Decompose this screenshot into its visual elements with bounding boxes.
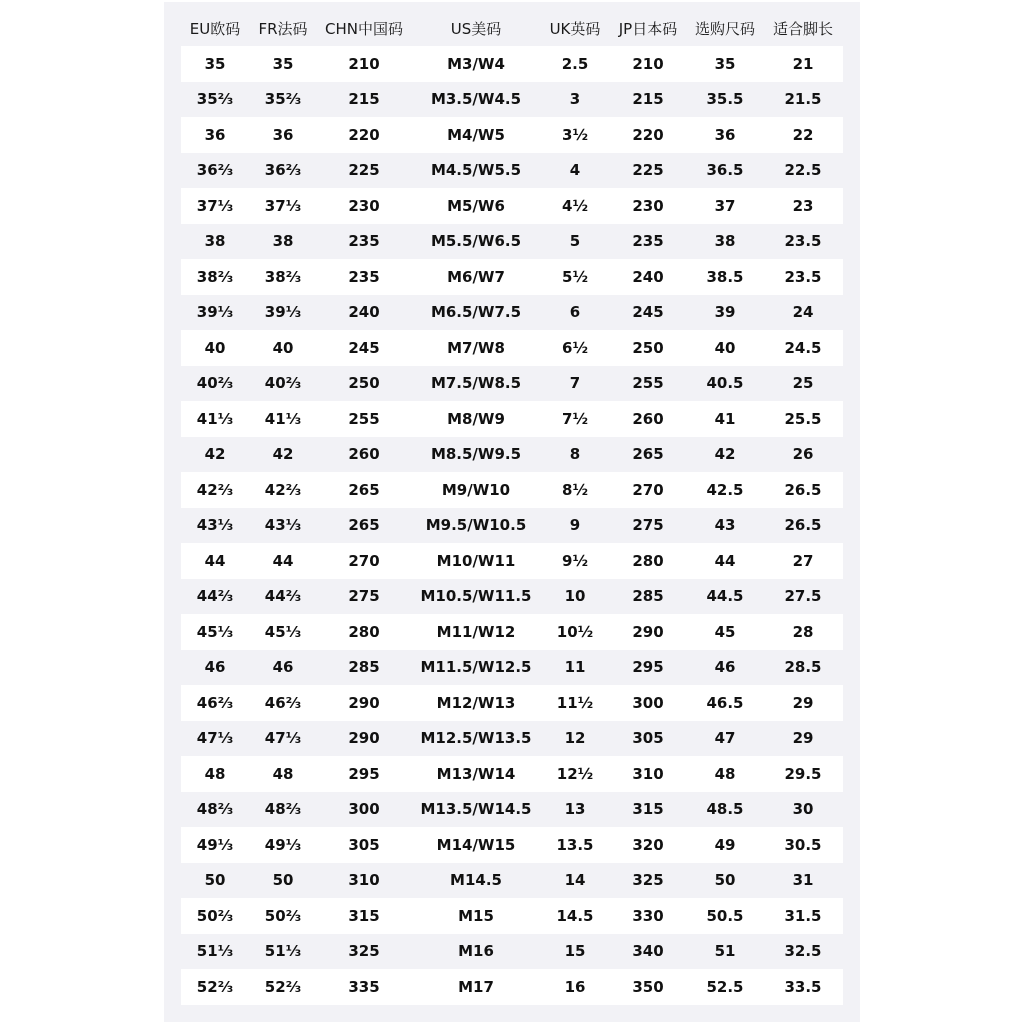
cell-chn: 280 [317,614,411,650]
cell-us: M12/W13 [411,685,541,721]
cell-selected-size: 49 [687,827,763,863]
cell-foot-length: 27 [763,543,843,579]
cell-selected-size: 48 [687,756,763,792]
cell-us: M10/W11 [411,543,541,579]
cell-uk: 5 [541,224,609,260]
cell-fr: 38⅔ [249,259,317,295]
size-chart-panel [164,2,860,1022]
cell-jp: 220 [609,117,687,153]
cell-selected-size: 37 [687,188,763,224]
cell-eu: 35 [181,46,249,82]
cell-jp: 210 [609,46,687,82]
cell-us: M12.5/W13.5 [411,721,541,757]
header-eu: EU欧码 [189,20,241,38]
cell-selected-size: 50.5 [687,898,763,934]
cell-fr: 35 [249,46,317,82]
cell-us: M5.5/W6.5 [411,224,541,260]
table-body [181,46,843,1005]
cell-fr: 37⅓ [249,188,317,224]
header-fr: FR法码 [258,20,308,38]
cell-eu: 43⅓ [181,508,249,544]
cell-foot-length: 29.5 [763,756,843,792]
cell-selected-size: 44.5 [687,579,763,615]
cell-foot-length: 26.5 [763,508,843,544]
cell-selected-size: 42 [687,437,763,473]
cell-us: M14/W15 [411,827,541,863]
cell-foot-length: 26.5 [763,472,843,508]
cell-fr: 45⅓ [249,614,317,650]
cell-chn: 270 [317,543,411,579]
cell-foot-length: 27.5 [763,579,843,615]
header-jp: JP日本码 [618,20,678,38]
cell-eu: 42 [181,437,249,473]
cell-selected-size: 47 [687,721,763,757]
cell-jp: 320 [609,827,687,863]
cell-foot-length: 22 [763,117,843,153]
cell-fr: 41⅓ [249,401,317,437]
cell-foot-length: 31.5 [763,898,843,934]
cell-us: M9/W10 [411,472,541,508]
cell-jp: 250 [609,330,687,366]
cell-chn: 265 [317,508,411,544]
cell-jp: 225 [609,153,687,189]
cell-selected-size: 44 [687,543,763,579]
cell-fr: 36 [249,117,317,153]
cell-jp: 255 [609,366,687,402]
cell-chn: 235 [317,259,411,295]
cell-fr: 39⅓ [249,295,317,331]
cell-foot-length: 28.5 [763,650,843,686]
cell-chn: 300 [317,792,411,828]
cell-eu: 36 [181,117,249,153]
cell-fr: 44⅔ [249,579,317,615]
cell-uk: 14 [541,863,609,899]
cell-jp: 275 [609,508,687,544]
table-row [181,721,843,757]
cell-us: M5/W6 [411,188,541,224]
cell-jp: 270 [609,472,687,508]
cell-eu: 48 [181,756,249,792]
cell-eu: 46 [181,650,249,686]
cell-fr: 38 [249,224,317,260]
cell-chn: 225 [317,153,411,189]
cell-us: M13/W14 [411,756,541,792]
header-selected-size: 选购尺码 [694,20,755,38]
header-us: US美码 [450,20,502,38]
cell-uk: 13.5 [541,827,609,863]
table-row [181,259,843,295]
shoe-size-conversion-table [181,11,843,1005]
cell-chn: 295 [317,756,411,792]
cell-us: M3.5/W4.5 [411,82,541,118]
cell-jp: 265 [609,437,687,473]
table-row [181,650,843,686]
cell-selected-size: 40 [687,330,763,366]
table-header-row [181,11,843,46]
cell-selected-size: 36.5 [687,153,763,189]
cell-chn: 285 [317,650,411,686]
cell-eu: 39⅓ [181,295,249,331]
cell-fr: 48 [249,756,317,792]
cell-selected-size: 41 [687,401,763,437]
header-foot-length: 适合脚长 [772,20,833,38]
table-row [181,437,843,473]
cell-eu: 36⅔ [181,153,249,189]
cell-foot-length: 21.5 [763,82,843,118]
table-row [181,401,843,437]
cell-eu: 49⅓ [181,827,249,863]
cell-chn: 290 [317,721,411,757]
cell-eu: 44⅔ [181,579,249,615]
cell-fr: 35⅔ [249,82,317,118]
table-row [181,898,843,934]
cell-uk: 9 [541,508,609,544]
cell-uk: 15 [541,934,609,970]
cell-chn: 210 [317,46,411,82]
cell-chn: 265 [317,472,411,508]
cell-eu: 52⅔ [181,969,249,1005]
cell-chn: 310 [317,863,411,899]
cell-jp: 295 [609,650,687,686]
cell-selected-size: 45 [687,614,763,650]
cell-uk: 6½ [541,330,609,366]
cell-eu: 38⅔ [181,259,249,295]
cell-chn: 335 [317,969,411,1005]
cell-fr: 46⅔ [249,685,317,721]
cell-foot-length: 23.5 [763,259,843,295]
cell-foot-length: 25 [763,366,843,402]
cell-uk: 8½ [541,472,609,508]
cell-eu: 47⅓ [181,721,249,757]
cell-foot-length: 29 [763,721,843,757]
cell-us: M11.5/W12.5 [411,650,541,686]
cell-jp: 300 [609,685,687,721]
cell-jp: 340 [609,934,687,970]
cell-selected-size: 42.5 [687,472,763,508]
cell-jp: 305 [609,721,687,757]
cell-chn: 230 [317,188,411,224]
cell-jp: 330 [609,898,687,934]
cell-selected-size: 35 [687,46,763,82]
cell-jp: 285 [609,579,687,615]
cell-jp: 240 [609,259,687,295]
cell-selected-size: 36 [687,117,763,153]
table-row [181,224,843,260]
cell-uk: 3 [541,82,609,118]
table-row [181,579,843,615]
cell-chn: 220 [317,117,411,153]
cell-us: M14.5 [411,863,541,899]
cell-us: M11/W12 [411,614,541,650]
cell-selected-size: 46.5 [687,685,763,721]
cell-foot-length: 33.5 [763,969,843,1005]
cell-uk: 12½ [541,756,609,792]
cell-jp: 245 [609,295,687,331]
cell-uk: 14.5 [541,898,609,934]
cell-uk: 10 [541,579,609,615]
table-row [181,508,843,544]
cell-jp: 260 [609,401,687,437]
cell-uk: 7½ [541,401,609,437]
cell-us: M10.5/W11.5 [411,579,541,615]
cell-us: M6/W7 [411,259,541,295]
table-row [181,117,843,153]
cell-uk: 16 [541,969,609,1005]
cell-foot-length: 32.5 [763,934,843,970]
cell-jp: 280 [609,543,687,579]
cell-fr: 47⅓ [249,721,317,757]
cell-chn: 305 [317,827,411,863]
cell-chn: 235 [317,224,411,260]
cell-fr: 43⅓ [249,508,317,544]
table-row [181,366,843,402]
table-row [181,827,843,863]
cell-eu: 42⅔ [181,472,249,508]
cell-foot-length: 23 [763,188,843,224]
cell-foot-length: 30 [763,792,843,828]
cell-fr: 40⅔ [249,366,317,402]
cell-eu: 51⅓ [181,934,249,970]
table-row [181,934,843,970]
cell-fr: 48⅔ [249,792,317,828]
table-row [181,188,843,224]
cell-selected-size: 46 [687,650,763,686]
cell-foot-length: 25.5 [763,401,843,437]
cell-selected-size: 52.5 [687,969,763,1005]
cell-foot-length: 22.5 [763,153,843,189]
cell-fr: 52⅔ [249,969,317,1005]
cell-fr: 51⅓ [249,934,317,970]
cell-foot-length: 24 [763,295,843,331]
table-row [181,330,843,366]
cell-eu: 41⅓ [181,401,249,437]
cell-foot-length: 26 [763,437,843,473]
cell-fr: 46 [249,650,317,686]
table-row [181,685,843,721]
cell-chn: 240 [317,295,411,331]
table-row [181,82,843,118]
cell-eu: 50 [181,863,249,899]
cell-chn: 275 [317,579,411,615]
cell-selected-size: 48.5 [687,792,763,828]
cell-jp: 235 [609,224,687,260]
cell-selected-size: 50 [687,863,763,899]
cell-us: M4/W5 [411,117,541,153]
cell-us: M7.5/W8.5 [411,366,541,402]
cell-eu: 40 [181,330,249,366]
cell-fr: 40 [249,330,317,366]
table-row [181,614,843,650]
cell-selected-size: 40.5 [687,366,763,402]
cell-chn: 290 [317,685,411,721]
cell-foot-length: 28 [763,614,843,650]
cell-foot-length: 29 [763,685,843,721]
cell-foot-length: 30.5 [763,827,843,863]
cell-chn: 260 [317,437,411,473]
cell-uk: 11½ [541,685,609,721]
cell-uk: 12 [541,721,609,757]
cell-eu: 45⅓ [181,614,249,650]
cell-us: M8.5/W9.5 [411,437,541,473]
cell-fr: 42 [249,437,317,473]
cell-us: M8/W9 [411,401,541,437]
table-row [181,756,843,792]
table-row [181,969,843,1005]
cell-chn: 315 [317,898,411,934]
table-row [181,472,843,508]
cell-jp: 230 [609,188,687,224]
cell-uk: 4½ [541,188,609,224]
cell-foot-length: 31 [763,863,843,899]
cell-eu: 38 [181,224,249,260]
cell-uk: 10½ [541,614,609,650]
cell-us: M9.5/W10.5 [411,508,541,544]
cell-us: M6.5/W7.5 [411,295,541,331]
table-row [181,543,843,579]
cell-selected-size: 38.5 [687,259,763,295]
cell-selected-size: 38 [687,224,763,260]
table-row [181,792,843,828]
cell-jp: 215 [609,82,687,118]
cell-us: M16 [411,934,541,970]
cell-uk: 7 [541,366,609,402]
cell-fr: 50 [249,863,317,899]
cell-chn: 255 [317,401,411,437]
cell-eu: 40⅔ [181,366,249,402]
cell-selected-size: 43 [687,508,763,544]
cell-us: M7/W8 [411,330,541,366]
cell-us: M17 [411,969,541,1005]
cell-fr: 36⅔ [249,153,317,189]
cell-uk: 13 [541,792,609,828]
table-row [181,46,843,82]
cell-us: M13.5/W14.5 [411,792,541,828]
cell-uk: 2.5 [541,46,609,82]
cell-chn: 250 [317,366,411,402]
cell-uk: 3½ [541,117,609,153]
header-chn: CHN中国码 [325,20,403,38]
cell-us: M4.5/W5.5 [411,153,541,189]
cell-jp: 315 [609,792,687,828]
table-row [181,153,843,189]
header-uk: UK英码 [549,20,601,38]
cell-fr: 49⅓ [249,827,317,863]
cell-jp: 325 [609,863,687,899]
cell-chn: 325 [317,934,411,970]
cell-fr: 50⅔ [249,898,317,934]
cell-selected-size: 35.5 [687,82,763,118]
cell-fr: 44 [249,543,317,579]
cell-us: M3/W4 [411,46,541,82]
cell-uk: 5½ [541,259,609,295]
table-row [181,295,843,331]
cell-foot-length: 23.5 [763,224,843,260]
cell-uk: 11 [541,650,609,686]
cell-foot-length: 24.5 [763,330,843,366]
cell-eu: 50⅔ [181,898,249,934]
cell-eu: 37⅓ [181,188,249,224]
cell-eu: 48⅔ [181,792,249,828]
cell-us: M15 [411,898,541,934]
cell-chn: 245 [317,330,411,366]
cell-jp: 350 [609,969,687,1005]
cell-fr: 42⅔ [249,472,317,508]
cell-eu: 46⅔ [181,685,249,721]
cell-uk: 4 [541,153,609,189]
cell-uk: 6 [541,295,609,331]
table-row [181,863,843,899]
cell-uk: 9½ [541,543,609,579]
cell-selected-size: 39 [687,295,763,331]
cell-foot-length: 21 [763,46,843,82]
cell-selected-size: 51 [687,934,763,970]
cell-chn: 215 [317,82,411,118]
cell-jp: 310 [609,756,687,792]
cell-eu: 35⅔ [181,82,249,118]
cell-jp: 290 [609,614,687,650]
cell-eu: 44 [181,543,249,579]
cell-uk: 8 [541,437,609,473]
